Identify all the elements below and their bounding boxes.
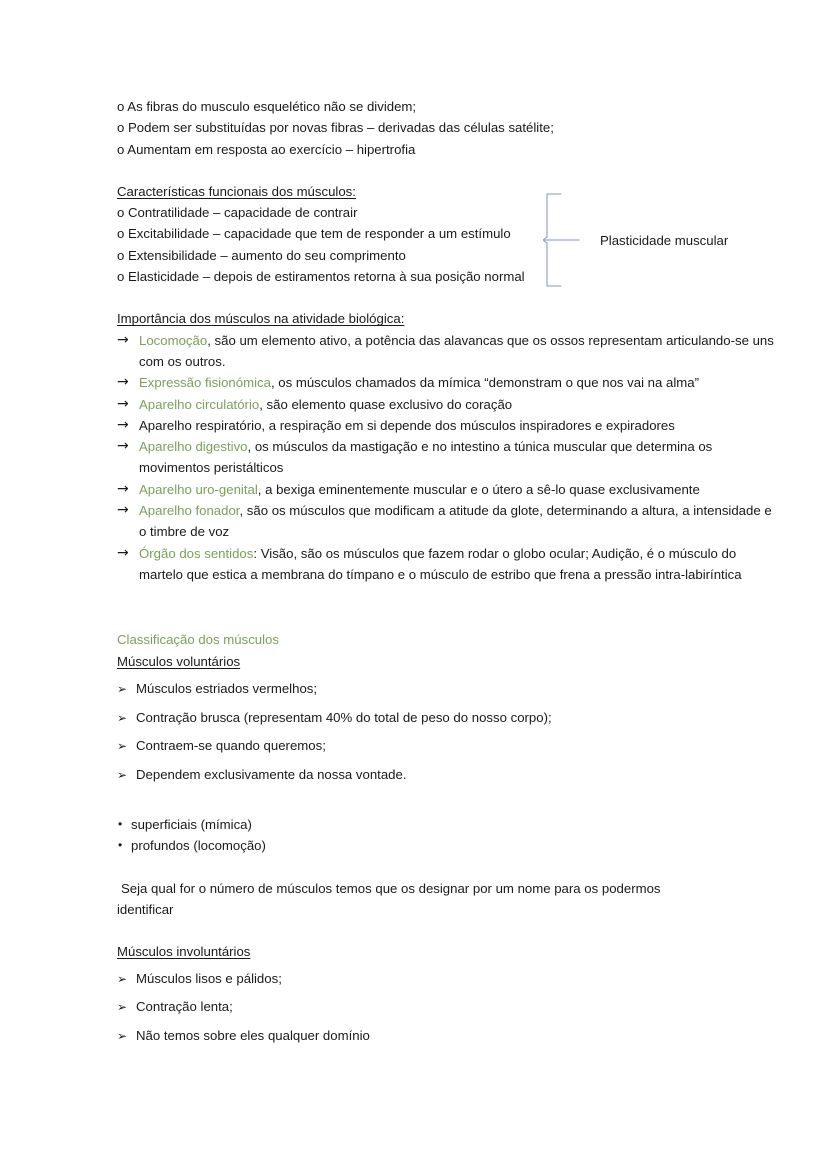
item-text: Dependem exclusivamente da nossa vontade.	[136, 767, 407, 783]
arrow-right-icon: →	[117, 395, 129, 412]
arrow-right-icon: →	[117, 502, 129, 519]
item-text: Contração brusca (representam 40% do total de peso do nosso corpo);	[136, 709, 552, 725]
item-text: superficiais (mímica)	[131, 817, 252, 833]
item-lead: Órgão dos sentidos	[139, 545, 254, 561]
item-text: profundos (locomoção)	[131, 838, 266, 854]
spacer	[117, 857, 777, 878]
classificacao-section	[117, 629, 777, 1046]
item-text: Músculos estriados vermelhos;	[136, 680, 318, 696]
list-item: o Contratilidade – capacidade de contrair	[117, 205, 358, 221]
item-lead: Aparelho uro-genital	[139, 481, 258, 497]
list-item: o As fibras do musculo esquelético não se dividem;	[117, 99, 417, 114]
item-rest: , os músculos chamados da mímica “demonstram o que nos vai na alma”	[270, 375, 699, 391]
item-text: Contraem-se quando queremos;	[136, 738, 326, 754]
item-lead: Aparelho circulatório	[139, 396, 260, 412]
list-item: o Extensibilidade – aumento do seu comprimento	[117, 247, 406, 263]
note-paragraph: Seja qual for o número de músculos temos que os designar por um nome para os podermos identificar	[117, 880, 661, 917]
arrow-right-icon: →	[117, 480, 129, 497]
caracteristicas-heading-row	[117, 181, 777, 202]
item-lead: Aparelho fonador	[139, 503, 240, 519]
chevron-right-icon: ➢	[117, 739, 128, 754]
item-rest: , os músculos da mastigação e no intestino a túnica muscular que determina os movimentos peristálticos	[139, 439, 713, 476]
item-lead: Aparelho digestivo	[139, 439, 248, 455]
chevron-right-icon: ➢	[117, 710, 128, 725]
chevron-right-icon: ➢	[117, 1029, 128, 1044]
chevron-right-icon: ➢	[117, 1000, 128, 1015]
arrow-list-item	[117, 372, 777, 393]
importancia-heading-row	[117, 308, 777, 329]
involuntarios-heading-row	[117, 941, 777, 962]
item-lead: Expressão fisionómica	[139, 375, 271, 391]
list-item: o Excitabilidade – capacidade que tem de responder a um estímulo	[117, 226, 511, 242]
dot-list-item	[117, 835, 777, 856]
arrow-list-item	[117, 394, 777, 415]
item-rest: , são elemento quase exclusivo do coração	[259, 396, 513, 412]
spacer	[117, 160, 777, 181]
classificacao-heading: Classificação dos músculos	[117, 632, 279, 648]
plasticity-label: Plasticidade muscular	[600, 233, 729, 248]
chevron-list-item	[117, 678, 777, 699]
chevron-right-icon: ➢	[117, 768, 128, 783]
spacer	[117, 920, 777, 941]
document-body	[117, 96, 777, 1054]
chevron-list-item	[117, 707, 777, 728]
arrow-list-item	[117, 415, 777, 436]
item-text: Contração lenta;	[136, 999, 233, 1015]
caracteristicas-section	[117, 181, 777, 287]
chevron-list-item	[117, 996, 777, 1017]
list-item: o Aumentam em resposta ao exercício – hipertrofia	[117, 141, 416, 157]
list-item: o Podem ser substituídas por novas fibras – derivadas das células satélite;	[117, 120, 554, 136]
arrow-right-icon: →	[117, 416, 129, 433]
voluntarios-heading-row	[117, 651, 777, 672]
spacer	[117, 287, 777, 308]
item-rest: , são os músculos que modificam a atitude da glote, determinando a altura, a intensidade e o timbre de voz	[139, 503, 772, 540]
arrow-list-item	[117, 500, 777, 543]
item-text: Não temos sobre eles qualquer domínio	[136, 1028, 370, 1044]
arrow-right-icon: →	[117, 544, 129, 561]
item-rest: , a respiração em si depende dos músculos inspiradores e expiradores	[261, 417, 675, 433]
chevron-list-item	[117, 735, 777, 756]
arrow-list-item	[117, 479, 777, 500]
fibers-list	[117, 96, 777, 160]
arrow-right-icon: →	[117, 331, 129, 348]
item-lead: Aparelho respiratório	[139, 417, 262, 433]
chevron-list-item	[117, 968, 777, 989]
arrow-right-icon: →	[117, 374, 129, 391]
item-rest: , são um elemento ativo, a potência das alavancas que os ossos representam articulando-se uns com os outros.	[139, 332, 774, 369]
arrow-list-item	[117, 330, 777, 373]
item-lead: Locomoção	[139, 332, 208, 348]
bullet-dot-icon: •	[118, 817, 123, 832]
item-rest: , a bexiga eminentemente muscular e o útero a sê-lo quase exclusivamente	[257, 481, 700, 497]
spacer	[117, 793, 777, 814]
subsection-heading: Músculos voluntários	[117, 653, 241, 669]
section-heading: Importância dos músculos na atividade biológica:	[117, 311, 405, 327]
chevron-right-icon: ➢	[117, 971, 128, 986]
item-rest: : Visão, são os músculos que fazem rodar o globo ocular; Audição, é o músculo do martelo que estica a membrana do tímpano e o músculo de estribo que frena a pressão intra-labiríntica	[139, 545, 742, 582]
list-item: o Elasticidade – depois de estiramentos retorna à sua posição normal	[117, 269, 525, 285]
dot-list-item	[117, 814, 777, 835]
subsection-heading: Músculos involuntários	[117, 944, 251, 960]
arrow-list-item	[117, 543, 777, 586]
arrow-list-item	[117, 436, 777, 479]
item-text: Músculos lisos e pálidos;	[136, 970, 282, 986]
bullet-dot-icon: •	[118, 838, 123, 853]
chevron-right-icon: ➢	[117, 681, 128, 696]
spacer	[117, 585, 777, 629]
chevron-list-item	[117, 764, 777, 785]
chevron-list-item	[117, 1025, 777, 1046]
importancia-section	[117, 308, 777, 585]
arrow-right-icon: →	[117, 438, 129, 455]
section-heading: Características funcionais dos músculos:	[117, 183, 356, 199]
